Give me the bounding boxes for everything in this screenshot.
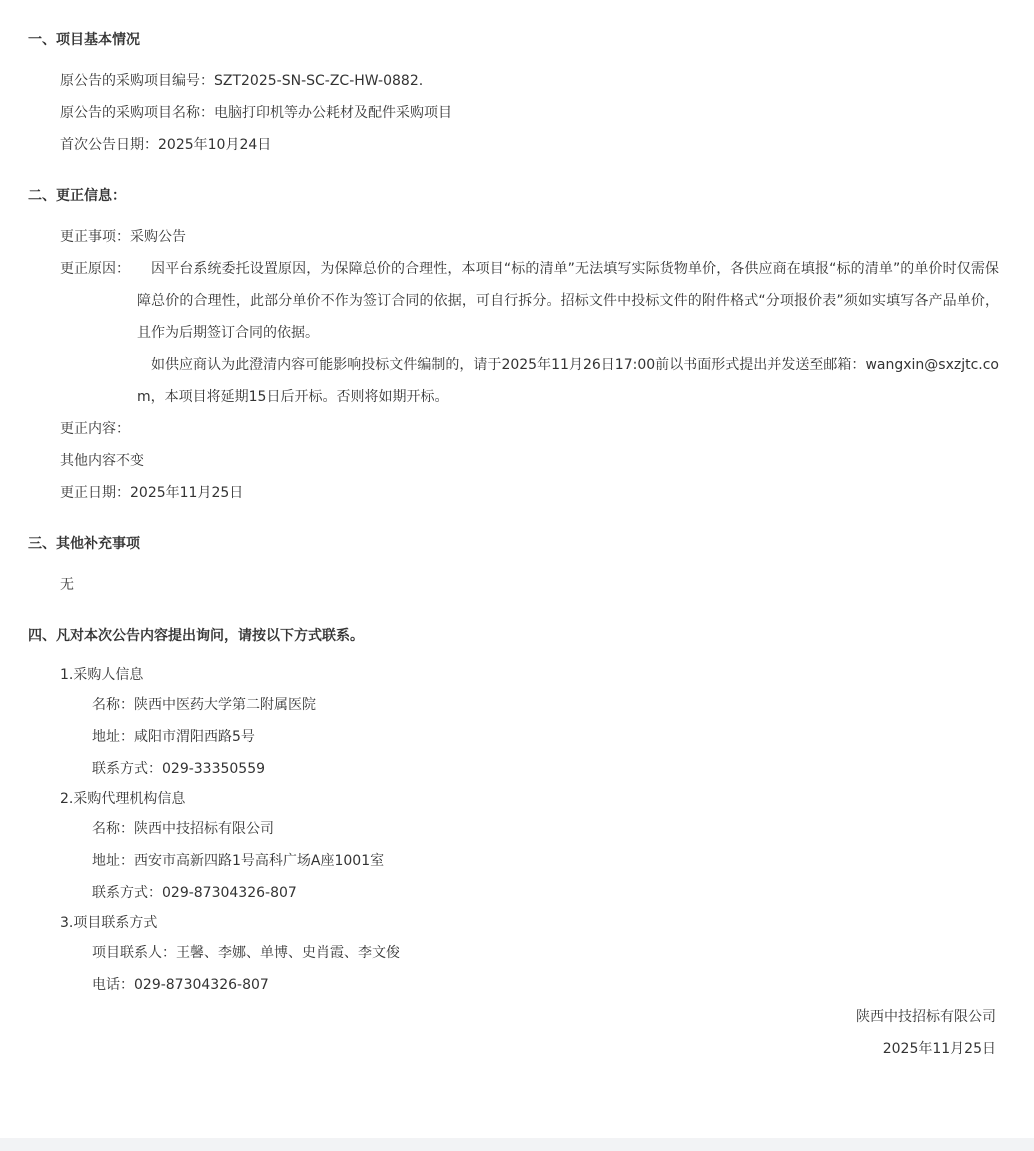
correction-date: 更正日期：2025年11月25日	[60, 485, 244, 501]
project-name: 原公告的采购项目名称：电脑打印机等办公耗材及配件采购项目	[60, 105, 452, 121]
agency-info-title: 2.采购代理机构信息	[60, 791, 186, 807]
correction-reason-paragraph-1: 因平台系统委托设置原因，为保障总价的合理性，本项目“标的清单”无法填写实际货物单价，各供应商在填报“标的清单”的单价时仅需保障总价的合理性，此部分单价不作为签订合同的依据，可自行拆分。招标文件中投标文件的附件格式“分项报价表”须如实填写各产品单价，且作为后期签订合同的依据。	[137, 261, 999, 341]
signature-company: 陕西中技招标有限公司	[856, 1009, 996, 1025]
project-contact-title: 3.项目联系方式	[60, 915, 158, 931]
agency-address: 地址：西安市高新四路1号高科广场A座1001室	[92, 853, 385, 869]
correction-reason-label: 更正原因：	[60, 261, 130, 277]
section1-heading: 一、项目基本情况	[28, 32, 140, 48]
buyer-info-title: 1.采购人信息	[60, 667, 144, 683]
agency-contact: 联系方式：029-87304326-807	[92, 885, 297, 901]
page-footer-band	[0, 1138, 1034, 1151]
correction-item: 更正事项：采购公告	[60, 229, 186, 245]
section2-heading: 二、更正信息：	[28, 188, 126, 204]
section3-body: 无	[60, 577, 74, 593]
buyer-address: 地址：咸阳市渭阳西路5号	[92, 729, 255, 745]
other-content-unchanged: 其他内容不变	[60, 453, 144, 469]
project-contact-people: 项目联系人：王馨、李娜、单博、史肖霞、李文俊	[92, 945, 400, 961]
project-contact-phone: 电话：029-87304326-807	[92, 977, 269, 993]
agency-name: 名称：陕西中技招标有限公司	[92, 821, 274, 837]
correction-reason-body	[137, 253, 999, 413]
buyer-name: 名称：陕西中医药大学第二附属医院	[92, 697, 316, 713]
first-announcement-date: 首次公告日期：2025年10月24日	[60, 137, 272, 153]
buyer-contact: 联系方式：029-33350559	[92, 761, 266, 777]
section3-heading: 三、其他补充事项	[28, 536, 140, 552]
section4-heading: 四、凡对本次公告内容提出询问，请按以下方式联系。	[28, 628, 364, 644]
signature-date: 2025年11月25日	[882, 1041, 996, 1057]
project-number: 原公告的采购项目编号：SZT2025-SN-SC-ZC-HW-0882.	[60, 73, 424, 89]
correction-content-label: 更正内容：	[60, 421, 130, 437]
correction-reason-paragraph-2: 如供应商认为此澄清内容可能影响投标文件编制的，请于2025年11月26日17:00前以书面形式提出并发送至邮箱：wangxin@sxzjtc.com，本项目将延期15日后开标。否则将如期开标。	[137, 357, 999, 405]
